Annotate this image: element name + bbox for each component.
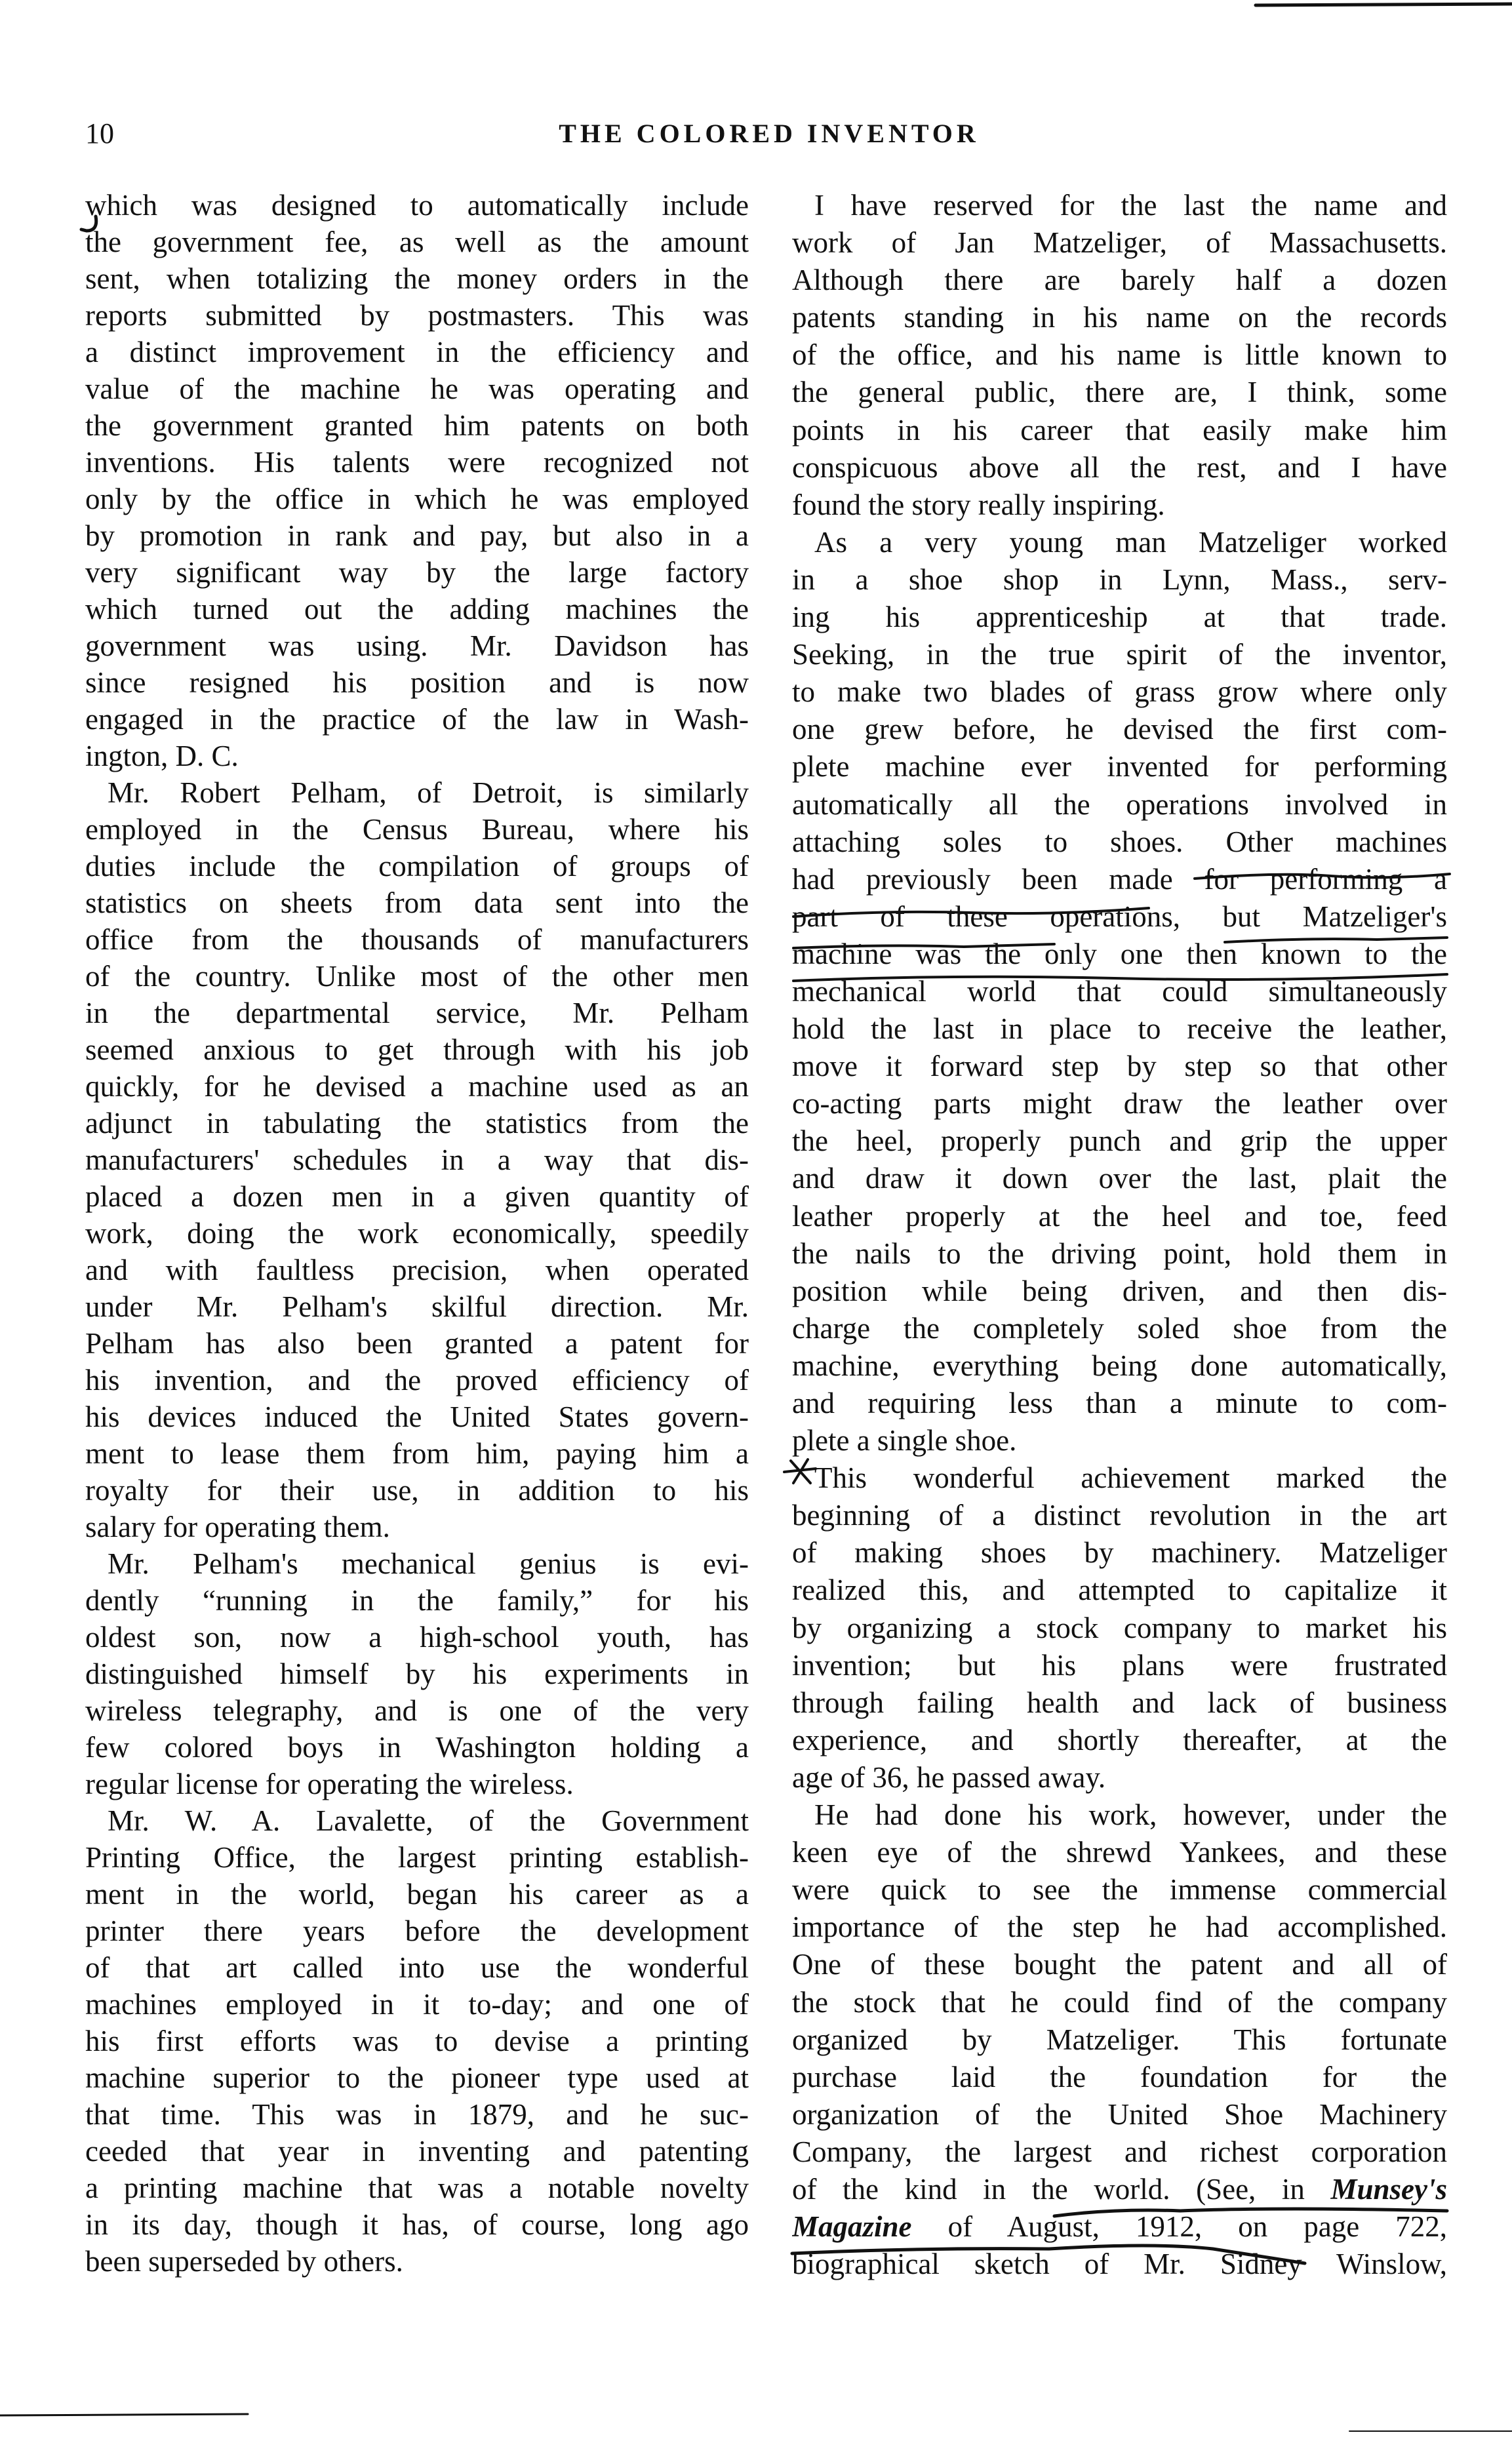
- text-line: a distinct improvement in the efficiency and: [85, 336, 749, 368]
- text-line: leather properly at the heel and toe, feed: [792, 1199, 1447, 1233]
- text-line: Although there are barely half a dozen: [792, 264, 1447, 297]
- text-line: seemed anxious to get through with his job: [85, 1033, 749, 1066]
- text-line: attaching soles to shoes. Other machines: [792, 825, 1447, 858]
- text-line: reports submitted by postmasters. This was: [85, 299, 749, 332]
- text-line: been superseded by others.: [85, 2245, 403, 2278]
- text-line: machines employed in it to-day; and one of: [85, 1988, 749, 2021]
- text-segment: of August, 1912, on page 722,: [911, 2210, 1447, 2244]
- text-line: importance of the step he had accomplished.: [792, 1911, 1447, 1944]
- top-rule: [1256, 4, 1512, 5]
- text-line: plete machine ever invented for performing: [792, 750, 1447, 783]
- text-line: move it forward step by step so that other: [792, 1050, 1447, 1083]
- text-line: since resigned his position and is now: [85, 666, 749, 699]
- text-line: keen eye of the shrewd Yankees, and these: [792, 1836, 1447, 1869]
- text-line: government was using. Mr. Davidson has: [85, 629, 749, 662]
- text-line: conspicuous above all the rest, and I have: [792, 450, 1447, 484]
- text-line: ing his apprenticeship at that trade.: [792, 601, 1447, 634]
- bottom-left-rule: [0, 2414, 248, 2415]
- text-line: the heel, properly punch and grip the upper: [792, 1124, 1447, 1158]
- text-line: Mr. W. A. Lavalette, of the Government: [108, 1804, 749, 1837]
- text-line: value of the machine he was operating and: [85, 372, 749, 405]
- text-line: purchase laid the foundation for the: [792, 2060, 1447, 2093]
- text-line: his devices induced the United States govern-: [85, 1400, 749, 1433]
- text-line: machine was the only one then known to the: [792, 937, 1447, 970]
- text-line: ington, D. C.: [85, 740, 239, 772]
- text-line: [792, 2171, 1447, 2208]
- left-column: [85, 187, 749, 2280]
- text-line: Mr. Robert Pelham, of Detroit, is similarly: [108, 776, 749, 809]
- text-line: in its day, though it has, of course, long ago: [85, 2208, 749, 2241]
- text-line: inventions. His talents were recognized not: [85, 446, 749, 479]
- text-line: oldest son, now a high-school youth, has: [85, 1621, 749, 1654]
- text-line: were quick to see the immense commercial: [792, 1873, 1447, 1907]
- text-line: charge the completely soled shoe from the: [792, 1311, 1447, 1345]
- text-line: This wonderful achievement marked the: [814, 1461, 1447, 1495]
- text-line: a printing machine that was a notable novelty: [85, 2171, 749, 2204]
- text-line: beginning of a distinct revolution in the art: [792, 1499, 1447, 1532]
- text-line: in a shoe shop in Lynn, Mass., serv-: [792, 563, 1447, 596]
- text-line: in the departmental service, Mr. Pelham: [85, 997, 749, 1029]
- text-line: mechanical world that could simultaneously: [792, 974, 1447, 1008]
- text-line: position while being driven, and then dis-: [792, 1274, 1447, 1307]
- text-line: experience, and shortly thereafter, at the: [792, 1723, 1447, 1756]
- text-line: machine superior to the pioneer type used at: [85, 2061, 749, 2094]
- text-line: He had done his work, however, under the: [814, 1798, 1447, 1832]
- text-line: one grew before, he devised the first com-: [792, 713, 1447, 746]
- text-line: and draw it down over the last, plait the: [792, 1162, 1447, 1195]
- text-line: work, doing the work economically, speedily: [85, 1217, 749, 1250]
- text-line: organization of the United Shoe Machinery: [792, 2097, 1447, 2131]
- text-line: of making shoes by machinery. Matzeliger: [792, 1536, 1447, 1570]
- text-line: by organizing a stock company to market his: [792, 1611, 1447, 1644]
- right-column: [792, 187, 1447, 2283]
- running-head: THE COLORED INVENTOR: [559, 119, 980, 148]
- text-line: the government granted him patents on both: [85, 409, 749, 442]
- text-line: the stock that he could find of the company: [792, 1985, 1447, 2019]
- text-line: and with faultless precision, when operated: [85, 1254, 749, 1286]
- text-line: machine, everything being done automatically,: [792, 1349, 1447, 1382]
- text-line: the general public, there are, I think, some: [792, 376, 1447, 409]
- text-line: [792, 2208, 1447, 2246]
- text-line: organized by Matzeliger. This fortunate: [792, 2023, 1447, 2056]
- text-line: which turned out the adding machines the: [85, 593, 749, 625]
- italic-title: Magazine: [792, 2210, 912, 2244]
- text-line: Company, the largest and richest corporation: [792, 2135, 1447, 2168]
- text-line: biographical sketch of Mr. Sidney Winslow,: [792, 2248, 1447, 2281]
- text-line: ment to lease them from him, paying him a: [85, 1437, 749, 1470]
- text-line: employed in the Census Bureau, where his: [85, 813, 749, 846]
- text-line: ceeded that year in inventing and patenting: [85, 2135, 749, 2168]
- text-line: the nails to the driving point, hold them in: [792, 1237, 1447, 1270]
- text-line: realized this, and attempted to capitalize it: [792, 1574, 1447, 1607]
- text-line: part of these operations, but Matzeliger's: [792, 900, 1447, 933]
- text-line: regular license for operating the wireless.: [85, 1768, 574, 1800]
- text-line: had previously been made for performing a: [792, 862, 1447, 896]
- italic-title: Munsey's: [1330, 2172, 1447, 2206]
- text-line: found the story really inspiring.: [792, 488, 1165, 521]
- text-segment: of the kind in the world. (See, in: [792, 2172, 1331, 2206]
- text-line: and requiring less than a minute to com-: [792, 1387, 1447, 1419]
- text-line: very significant way by the large factory: [85, 556, 749, 589]
- text-line: only by the office in which he was employed: [85, 483, 749, 515]
- text-line: distinguished himself by his experiments in: [85, 1657, 749, 1690]
- text-line: Pelham has also been granted a patent for: [85, 1327, 749, 1360]
- text-line: Seeking, in the true spirit of the inventor,: [792, 638, 1447, 671]
- text-line: that time. This was in 1879, and he suc-: [85, 2098, 749, 2131]
- text-line: adjunct in tabulating the statistics from the: [85, 1107, 749, 1140]
- text-line: wireless telegraphy, and is one of the very: [85, 1694, 749, 1727]
- text-line: points in his career that easily make him: [792, 413, 1447, 446]
- text-line: invention; but his plans were frustrated: [792, 1648, 1447, 1682]
- text-line: statistics on sheets from data sent into the: [85, 886, 749, 919]
- page-number: 10: [85, 117, 114, 149]
- text-line: salary for operating them.: [85, 1511, 390, 1543]
- text-line: sent, when totalizing the money orders in the: [85, 262, 749, 295]
- text-line: As a very young man Matzeliger worked: [814, 525, 1447, 559]
- text-line: his first efforts was to devise a printing: [85, 2025, 749, 2057]
- text-line: manufacturers' schedules in a way that dis-: [85, 1143, 749, 1176]
- text-line: hold the last in place to receive the leather,: [792, 1012, 1447, 1046]
- text-line: by promotion in rank and pay, but also in a: [85, 519, 749, 552]
- text-line: office from the thousands of manufacturers: [85, 923, 749, 956]
- text-line: I have reserved for the last the name and: [814, 189, 1447, 222]
- text-line: age of 36, he passed away.: [792, 1760, 1106, 1794]
- text-line: engaged in the practice of the law in Wash-: [85, 703, 749, 736]
- text-line: duties include the compilation of groups of: [85, 850, 749, 882]
- text-line: Mr. Pelham's mechanical genius is evi-: [108, 1547, 749, 1580]
- text-line: royalty for their use, in addition to his: [85, 1474, 749, 1507]
- text-line: placed a dozen men in a given quantity of: [85, 1180, 749, 1213]
- text-line: co-acting parts might draw the leather over: [792, 1087, 1447, 1120]
- text-line: quickly, for he devised a machine used as an: [85, 1070, 749, 1103]
- text-line: work of Jan Matzeliger, of Massachusetts.: [792, 226, 1447, 260]
- text-line: patents standing in his name on the records: [792, 301, 1447, 334]
- text-line: which was designed to automatically include: [85, 189, 749, 222]
- text-line: automatically all the operations involved in: [792, 787, 1447, 821]
- text-line: dently “running in the family,” for his: [85, 1584, 749, 1617]
- text-line: to make two blades of grass grow where only: [792, 675, 1447, 709]
- text-line: One of these bought the patent and all of: [792, 1948, 1447, 1981]
- text-line: his invention, and the proved efficiency of: [85, 1364, 749, 1397]
- text-line: ment in the world, began his career as a: [85, 1878, 749, 1911]
- text-line: few colored boys in Washington holding a: [85, 1731, 749, 1764]
- text-line: of the office, and his name is little known to: [792, 338, 1447, 372]
- text-line: under Mr. Pelham's skilful direction. Mr.: [85, 1290, 749, 1323]
- text-line: printer there years before the development: [85, 1914, 749, 1947]
- text-line: of that art called into use the wonderful: [85, 1951, 749, 1984]
- text-line: plete a single shoe.: [792, 1424, 1017, 1457]
- text-line: Printing Office, the largest printing establish-: [85, 1841, 749, 1874]
- text-line: of the country. Unlike most of the other men: [85, 960, 749, 993]
- text-line: through failing health and lack of business: [792, 1686, 1447, 1719]
- text-line: the government fee, as well as the amount: [85, 226, 749, 258]
